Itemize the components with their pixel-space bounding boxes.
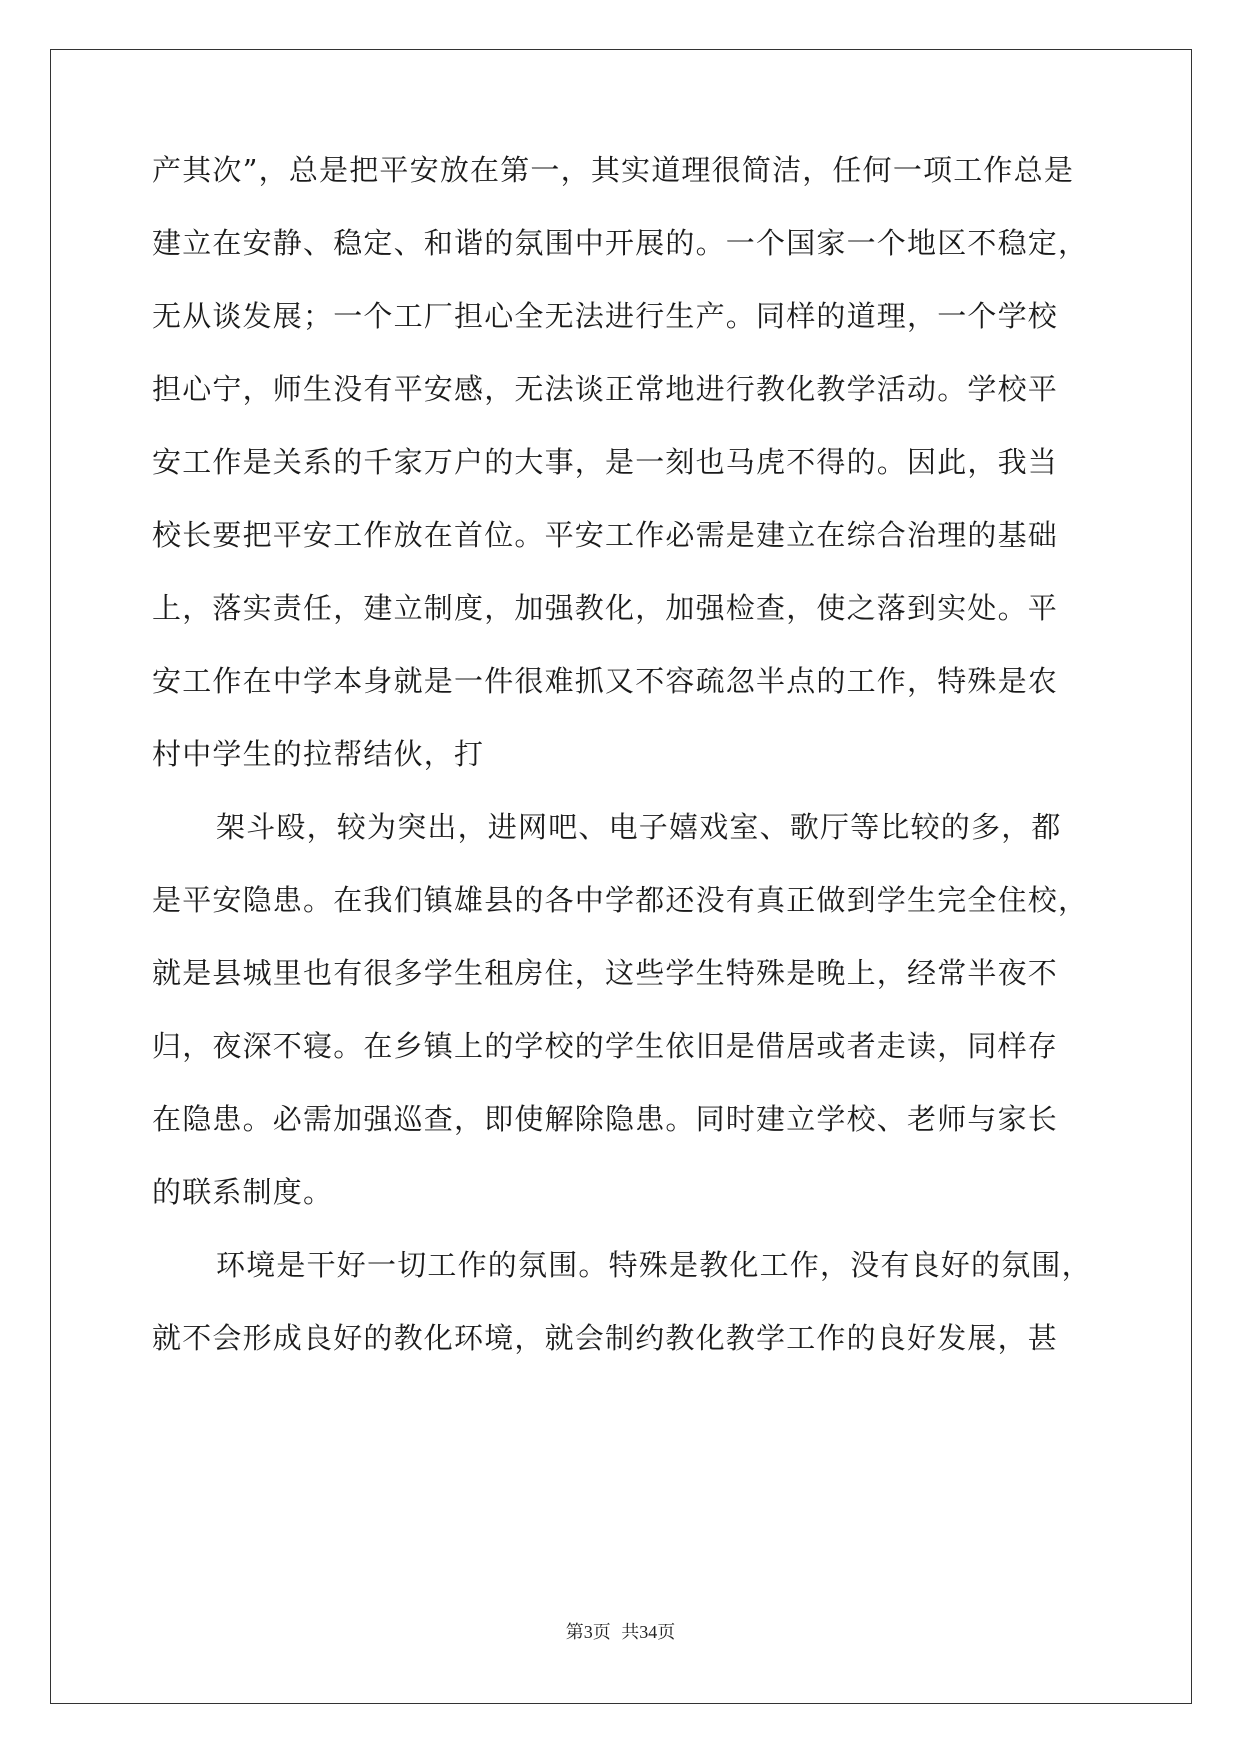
paragraph-start-line: 架斗殴，较为突出，进网吧、电子嬉戏室、歌厅等比较的多，都	[216, 810, 1062, 844]
text-line: 的联系制度。	[152, 1175, 334, 1209]
total-pages: 共34页	[621, 1622, 676, 1642]
text-line: 村中学生的拉帮结伙，打	[152, 737, 485, 771]
page-footer	[0, 1618, 1241, 1644]
text-line: 担心宁，师生没有平安感，无法谈正常地进行教化教学活动。学校平	[152, 372, 1059, 406]
text-line: 校长要把平安工作放在首位。平安工作必需是建立在综合治理的基础	[152, 518, 1059, 552]
text-line: 在隐患。必需加强巡查，即使解除隐患。同时建立学校、老师与家长	[152, 1102, 1059, 1136]
text-line: 上，落实责任，建立制度，加强教化，加强检查，使之落到实处。平	[152, 591, 1059, 625]
page-number: 第3页	[565, 1622, 611, 1642]
text-line: 安工作是关系的千家万户的大事，是一刻也马虎不得的。因此，我当	[152, 445, 1059, 479]
text-line: 安工作在中学本身就是一件很难抓又不容疏忽半点的工作，特殊是农	[152, 664, 1059, 698]
text-line: 就不会形成良好的教化环境，就会制约教化教学工作的良好发展，甚	[152, 1321, 1059, 1355]
text-line: 建立在安静、稳定、和谐的氛围中开展的。一个国家一个地区不稳定，	[152, 226, 1089, 260]
text-line: 归，夜深不寝。在乡镇上的学校的学生依旧是借居或者走读，同样存	[152, 1029, 1059, 1063]
paragraph-start-line: 环境是干好一切工作的氛围。特殊是教化工作，没有良好的氛围，	[216, 1248, 1092, 1282]
text-line: 是平安隐患。在我们镇雄县的各中学都还没有真正做到学生完全住校，	[152, 883, 1089, 917]
text-line: 就是县城里也有很多学生租房住，这些学生特殊是晚上，经常半夜不	[152, 956, 1059, 990]
text-line: 产其次”，总是把平安放在第一，其实道理很简洁，任何一项工作总是	[152, 153, 1075, 187]
text-line: 无从谈发展；一个工厂担心全无法进行生产。同样的道理，一个学校	[152, 299, 1059, 333]
